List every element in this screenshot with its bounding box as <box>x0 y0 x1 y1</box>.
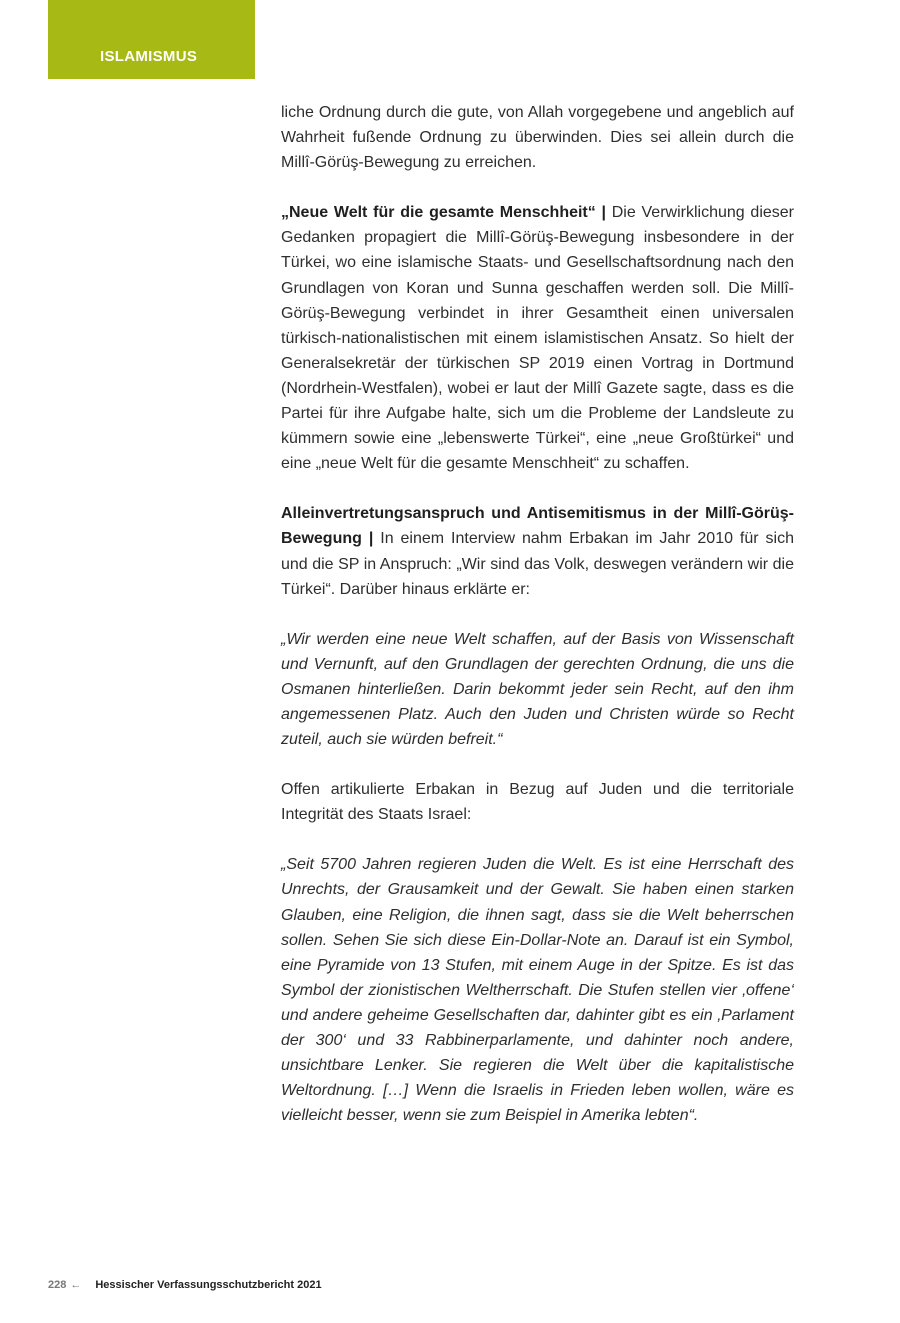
paragraph-2 <box>281 200 794 476</box>
section-label: ISLAMISMUS <box>100 48 198 65</box>
quote-2: „Seit 5700 Jahren regieren Juden die Welt. Es ist eine Herrschaft des Unrechts, der Grausamkeit und der Gewalt. Sie haben einen starken Glauben, eine Religion, die ihnen sagt, dass sie die Welt beherrschen sollen. Sehen Sie sich diese Ein-Dollar-Note an. Darauf ist ein Symbol, eine Pyramide von 13 Stufen, mit einem Auge in der Spitze. Es ist das Symbol der zionistischen Weltherrschaft. Die Stufen stellen vier ‚offene‘ und andere geheime Gesellschaften dar, dahinter gibt es ein ‚Parlament der 300‘ und 33 Rabbinerparlamente, und dahinter noch andere, unsichtbare Lenker. Sie regieren die Welt über die kapitalistische Weltordnung. […] Wenn die Israelis in Frieden leben wollen, wäre es vielleicht besser, wenn sie zum Beispiel in Amerika lebten“. <box>281 856 794 1125</box>
report-title: Hessischer Verfassungsschutzbericht 2021 <box>95 1279 322 1291</box>
quote-1: „Wir werden eine neue Welt schaffen, auf der Basis von Wissenschaft und Vernunft, auf den Grundlagen der gerechten Ordnung, die uns die Osmanen hinterließen. Darin bekommt jeder sein Recht, auf den ihm angemessenen Platz. Auch den Juden und Christen würde so Recht zuteil, auch sie würden befreit.“ <box>281 630 794 749</box>
section-tab <box>48 0 255 79</box>
paragraph-4: Offen artikulierte Erbakan in Bezug auf Juden und die territoriale Integrität des Staats Israel: <box>281 781 794 824</box>
paragraph-3-text: In einem Interview nahm Erbakan im Jahr 2010 für sich und die SP in Anspruch: „Wir sind das Volk, deswegen verändern wir die Türkei“. Darüber hinaus erklärte er: <box>281 530 794 598</box>
body-text <box>281 100 794 1153</box>
paragraph-3-heading: Alleinvertretungsanspruch und Antisemitismus in der Millî-Görüş-Bewegung | <box>281 505 794 548</box>
page-footer <box>48 1279 322 1291</box>
back-arrow-icon[interactable]: ← <box>70 1279 82 1291</box>
paragraph-1: liche Ordnung durch die gute, von Allah vorgegebene und angeblich auf Wahrheit fußende Ordnung zu überwinden. Dies sei allein durch die Millî-Görüş-Bewegung zu erreichen. <box>281 104 794 172</box>
paragraph-3 <box>281 501 794 601</box>
paragraph-2-text: Die Verwirklichung dieser Gedanken propagiert die Millî-Görüş-Bewegung insbesondere in der Türkei, wo eine islamische Staats- und Gesellschaftsordnung nach den Grundlagen von Koran und Sunna geschaffen werden soll. Die Millî-Görüş-Bewegung verbindet in ihrer Gesamtheit einen universalen türkisch-nationalistischen mit einem islamistischen Ansatz. So hielt der Generalsekretär der türkischen SP 2019 einen Vortrag in Dortmund (Nordrhein-Westfalen), wobei er laut der Millî Gazete sagte, dass es die Partei für ihre Aufgabe halte, sich um die Probleme der Landsleute zu kümmern sowie eine „lebenswerte Türkei“, eine „neue Großtürkei“ und eine „neue Welt für die gesamte Menschheit“ zu schaffen. <box>281 204 795 473</box>
page-number: 228 <box>48 1279 67 1291</box>
paragraph-2-heading: „Neue Welt für die gesamte Menschheit“ | <box>281 204 606 222</box>
